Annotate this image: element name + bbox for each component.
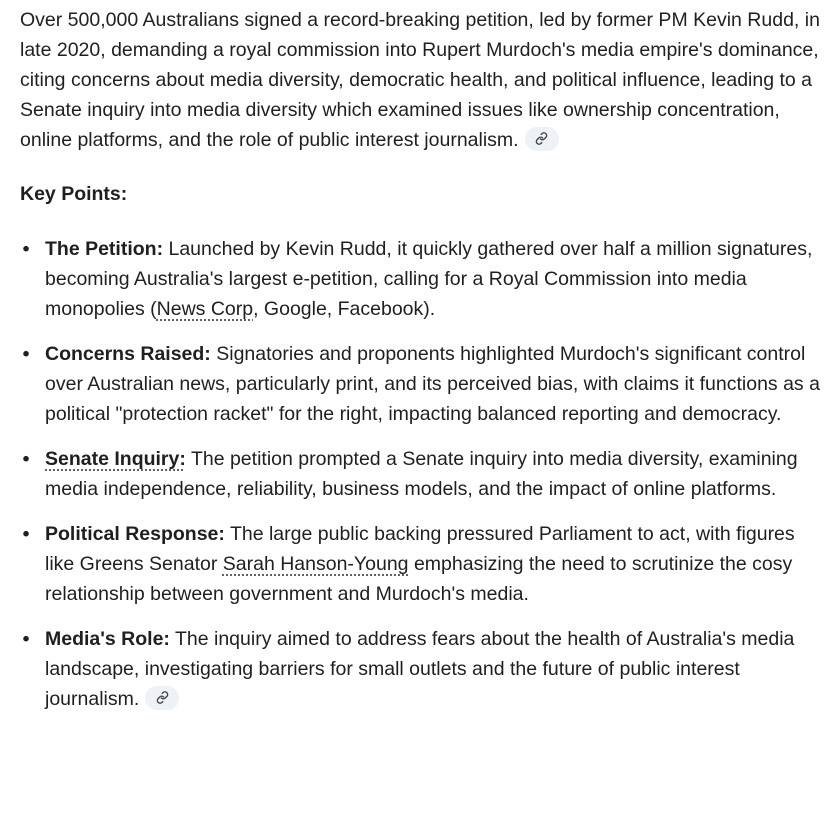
list-item	[20, 339, 820, 429]
item-title: Political Response:	[45, 523, 225, 545]
link-icon	[156, 691, 169, 704]
key-points-list	[20, 234, 820, 714]
link-icon	[535, 132, 548, 145]
key-points-heading: Key Points:	[20, 183, 128, 205]
bullet: •	[22, 238, 30, 260]
sarah-hanson-young-link[interactable]: Sarah Hanson-Young	[222, 553, 409, 575]
bullet: •	[22, 343, 30, 365]
bullet: •	[22, 523, 30, 545]
item-text: Launched by Kevin Rudd, it quickly gathered over half a million signatures, becoming Australia's largest e-petition, calling for a Royal Commission into media monopolies (	[45, 238, 813, 320]
list-item	[20, 444, 820, 504]
list-item	[20, 519, 820, 609]
response-content	[20, 5, 820, 729]
senate-inquiry-link[interactable]: Senate Inquiry:	[45, 448, 186, 470]
bullet: •	[22, 628, 30, 650]
item-text: , Google, Facebook).	[253, 298, 436, 320]
item-title: The Petition:	[45, 238, 164, 260]
news-corp-link[interactable]: News Corp	[156, 298, 254, 320]
list-item	[20, 234, 820, 324]
source-link-chip[interactable]	[525, 127, 559, 151]
item-text: The petition prompted a Senate inquiry into media diversity, examining media independence, reliability, business models, and the impact of online platforms.	[45, 448, 798, 500]
item-text: The large public backing pressured Parliament to act, with figures like Greens Senator	[45, 523, 795, 575]
item-text: Signatories and proponents highlighted Murdoch's significant control over Australian news, particularly print, and its perceived bias, with claims it functions as a political "protection racket" for the right, impacting balanced reporting and democracy.	[45, 343, 820, 425]
item-text: emphasizing the need to scrutinize the cosy relationship between government and Murdoch's media.	[45, 553, 793, 605]
bullet: •	[22, 448, 30, 470]
item-title: Concerns Raised:	[45, 343, 211, 365]
item-text: The inquiry aimed to address fears about the health of Australia's media landscape, investigating barriers for small outlets and the future of public interest journalism.	[45, 628, 795, 710]
intro-paragraph	[20, 5, 820, 155]
list-item	[20, 624, 820, 714]
source-link-chip[interactable]	[145, 686, 179, 710]
intro-text: Over 500,000 Australians signed a record-breaking petition, led by former PM Kevin Rudd, in late 2020, demanding a royal commission into Rupert Murdoch's media empire's dominance, citing concerns about media diversity, democratic health, and political influence, leading to a Senate inquiry into media diversity which examined issues like ownership concentration, online platforms, and the role of public interest journalism.	[20, 9, 820, 151]
item-title: Media's Role:	[45, 628, 170, 650]
